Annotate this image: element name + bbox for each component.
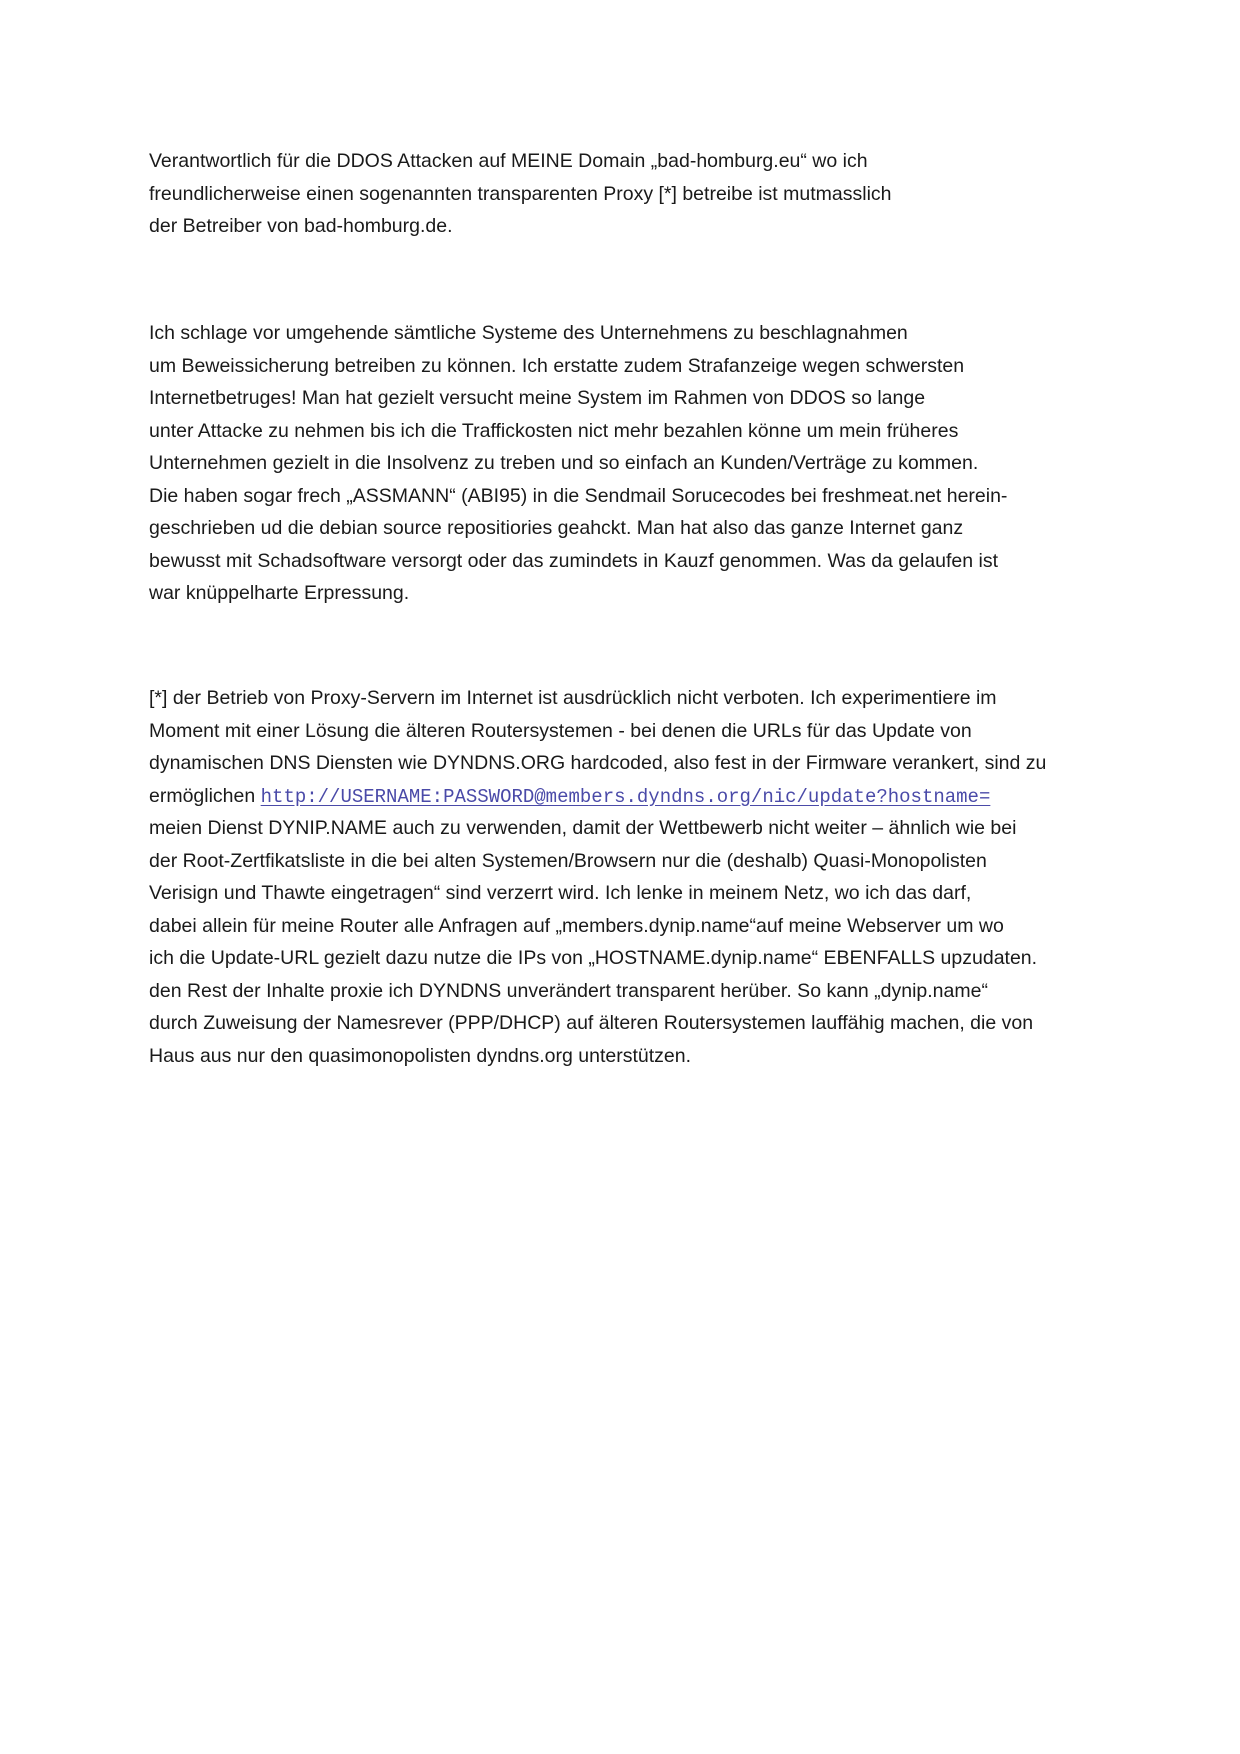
text-line: Unternehmen gezielt in die Insolvenz zu treben und so einfach an Kunden/Verträge zu kommen.	[149, 452, 979, 474]
text-line: bewusst mit Schadsoftware versorgt oder das zumindets in Kauzf genommen. Was da gelaufen ist	[149, 549, 999, 572]
text-line: Verisign und Thawte eingetragen“ sind verzerrt wird. Ich lenke in meinem Netz, wo ich das darf,	[149, 882, 972, 904]
text-line: um Beweissicherung betreiben zu können. Ich erstatte zudem Strafanzeige wegen schwersten	[149, 354, 965, 377]
paragraph-complaint	[149, 317, 1109, 610]
text-line: Moment mit einer Lösung die älteren Routersystemen - bei denen die URLs für das Update von	[149, 719, 972, 742]
link-prefix-text: ermöglichen	[149, 784, 261, 807]
text-line: meien Dienst DYNIP.NAME auch zu verwenden, damit der Wettbewerb nicht weiter – ähnlich wie bei	[149, 817, 1017, 839]
text-line: freundlicherweise einen sogenannten transparenten Proxy [*] betreibe ist mutmasslich	[149, 182, 892, 205]
text-line: geschrieben ud die debian source repositiories geahckt. Man hat also das ganze Internet ganz	[149, 517, 964, 539]
text-line: Verantwortlich für die DDOS Attacken auf MEINE Domain „bad-homburg.eu“ wo ich	[149, 150, 868, 172]
text-line: dabei allein für meine Router alle Anfragen auf „members.dynip.name“auf meine Webserver um wo	[149, 914, 1004, 937]
text-line: durch Zuweisung der Namesrever (PPP/DHCP) auf älteren Routersystemen lauffähig machen, die von	[149, 1012, 1034, 1034]
dyndns-update-url-link[interactable]: http://USERNAME:PASSWORD@members.dyndns.org/nic/update?hostname=	[260, 785, 991, 808]
paragraph-ddos-accusation	[149, 145, 1109, 243]
text-line: Internetbetruges! Man hat gezielt versucht meine System im Rahmen von DDOS so lange	[149, 387, 926, 409]
text-line: den Rest der Inhalte proxie ich DYNDNS unverändert transparent herüber. So kann „dynip.name“	[149, 979, 988, 1002]
text-line-with-link	[149, 780, 1109, 813]
text-line: unter Attacke zu nehmen bis ich die Traffickosten nict mehr bezahlen könne um mein früheres	[149, 419, 959, 442]
paragraph-footnote-proxy	[149, 682, 1109, 1072]
text-line: Die haben sogar frech „ASSMANN“ (ABI95) in die Sendmail Sorucecodes bei freshmeat.net herein-	[149, 484, 1008, 507]
text-line: der Root-Zertfikatsliste in die bei alten Systemen/Browsern nur die (deshalb) Quasi-Monopolisten	[149, 849, 987, 872]
text-line: der Betreiber von bad-homburg.de.	[149, 215, 453, 237]
text-line: ich die Update-URL gezielt dazu nutze die IPs von „HOSTNAME.dynip.name“ EBENFALLS upzudaten.	[149, 947, 1038, 969]
text-line: Haus aus nur den quasimonopolisten dyndns.org unterstützen.	[149, 1044, 692, 1067]
text-line: Ich schlage vor umgehende sämtliche Systeme des Unternehmens zu beschlagnahmen	[149, 322, 908, 344]
text-line: dynamischen DNS Diensten wie DYNDNS.ORG hardcoded, also fest in der Firmware verankert, sind zu	[149, 752, 1047, 774]
text-line: war knüppelharte Erpressung.	[149, 582, 410, 604]
text-line: [*] der Betrieb von Proxy-Servern im Internet ist ausdrücklich nicht verboten. Ich experimentiere im	[149, 687, 997, 709]
